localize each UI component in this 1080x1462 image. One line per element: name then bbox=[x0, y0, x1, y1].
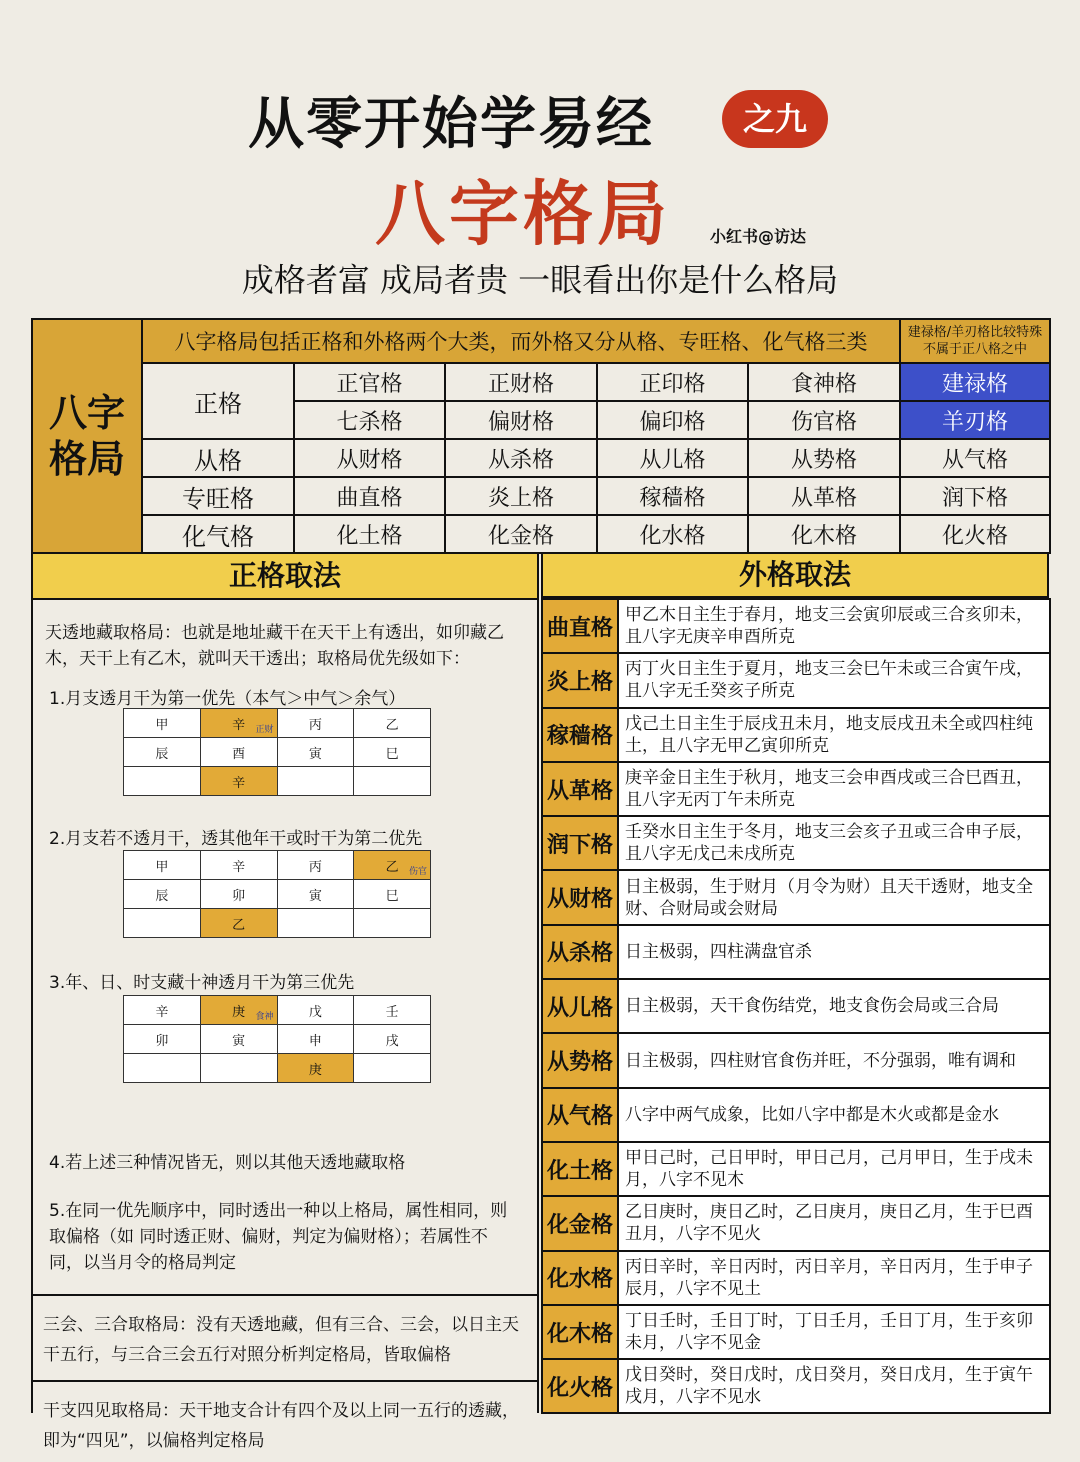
t2-hidden-stem: 乙 bbox=[200, 909, 277, 938]
outer-desc: 戊己土日主生于辰戌丑未月，地支辰戌丑未全或四柱纯土，且八字无甲乙寅卯所克 bbox=[618, 708, 1050, 762]
t2-cell: 辛 bbox=[200, 851, 277, 880]
cell-quzhi: 曲直格 bbox=[294, 477, 445, 515]
outer-row bbox=[542, 762, 1050, 816]
left-intro: 天透地藏取格局：也就是地址藏干在天干上有透出，如卯藏乙木，天干上有乙木，就叫天干透出；取格局优先级如下： bbox=[45, 623, 504, 669]
cell-conger: 从儿格 bbox=[597, 439, 748, 477]
t3-cell: 寅 bbox=[200, 1025, 277, 1054]
cell-jiase: 稼穑格 bbox=[597, 477, 748, 515]
outer-row bbox=[542, 1033, 1050, 1087]
left-box-3 bbox=[33, 1382, 537, 1462]
priority-5: 5.在同一优先顺序中，同时透出一种以上格局，属性相同，则取偏格（如 同时透正财、偏财，判定为偏财格）；若属性不同，以当月令的格局判定 bbox=[49, 1201, 508, 1273]
outer-pattern-table bbox=[541, 598, 1051, 1414]
cell-shishen: 食神格 bbox=[748, 363, 900, 401]
sanhe-text: 三会、三合取格局：没有天透地藏，但有三合、三会，以日主天干五行，与三合三会五行对照分析判定格局，皆取偏格 bbox=[43, 1315, 519, 1365]
priority-1: 1.月支透月干为第一优先（本气＞中气＞余气） bbox=[49, 689, 406, 709]
cell-huamu: 化木格 bbox=[748, 515, 900, 553]
cell-congshi: 从势格 bbox=[748, 439, 900, 477]
priority-4: 4.若上述三种情况皆无，则以其他天透地藏取格 bbox=[49, 1153, 406, 1173]
outer-name: 从杀格 bbox=[542, 925, 618, 979]
author-credit: 小红书@访达 bbox=[710, 227, 807, 246]
outer-row bbox=[542, 979, 1050, 1033]
outer-desc: 甲乙木日主生于春月，地支三会寅卯辰或三合亥卯未，且八字无庚辛申酉所克 bbox=[618, 599, 1050, 653]
outer-row bbox=[542, 1142, 1050, 1196]
zhuanwang-label: 专旺格 bbox=[142, 477, 294, 515]
outer-name: 化水格 bbox=[542, 1251, 618, 1305]
t2-cell: 辰 bbox=[124, 880, 201, 909]
outer-desc: 乙日庚时，庚日乙时，乙日庚月，庚日乙月，生于巳酉丑月，八字不见火 bbox=[618, 1196, 1050, 1250]
outer-row bbox=[542, 1251, 1050, 1305]
t3-cell: 申 bbox=[277, 1025, 354, 1054]
priority-3: 3.年、日、时支藏十神透月干为第三优先 bbox=[49, 973, 355, 993]
congge-label: 从格 bbox=[142, 439, 294, 477]
t3-cell bbox=[354, 1054, 431, 1083]
cell-runxia: 润下格 bbox=[900, 477, 1050, 515]
intro-text: 八字格局包括正格和外格两个大类，而外格又分从格、专旺格、化气格三类 bbox=[142, 319, 900, 363]
t1-cell: 寅 bbox=[277, 738, 354, 767]
episode-seal: 之九 bbox=[722, 90, 828, 148]
t2-cell bbox=[124, 909, 201, 938]
tagline: 成格者富 成局者贵 一眼看出你是什么格局 bbox=[241, 261, 839, 299]
outer-row bbox=[542, 816, 1050, 870]
t1-hidden-stem: 辛 bbox=[200, 767, 277, 796]
outer-desc: 戊日癸时，癸日戊时，戊日癸月，癸日戊月，生于寅午戌月，八字不见水 bbox=[618, 1359, 1050, 1413]
t1-cell: 乙 bbox=[354, 709, 431, 738]
t3-cell bbox=[124, 1054, 201, 1083]
zhengge-label: 正格 bbox=[142, 363, 294, 439]
outer-row bbox=[542, 599, 1050, 653]
outer-desc: 庚辛金日主生于秋月，地支三会申酉戌或三合巳酉丑，且八字无丙丁午未所克 bbox=[618, 762, 1050, 816]
t2-cell: 寅 bbox=[277, 880, 354, 909]
t1-tag: 正财 bbox=[255, 725, 274, 735]
cell-huajin: 化金格 bbox=[445, 515, 597, 553]
outer-desc: 甲日己时，己日甲时，甲日己月，己月甲日，生于戌未月，八字不见木 bbox=[618, 1142, 1050, 1196]
outer-name: 从财格 bbox=[542, 870, 618, 924]
outer-row bbox=[542, 870, 1050, 924]
cell-pianyin: 偏印格 bbox=[597, 401, 748, 439]
t3-cell: 卯 bbox=[124, 1025, 201, 1054]
outer-desc: 八字中两气成象，比如八字中都是木火或都是金水 bbox=[618, 1088, 1050, 1142]
special-note: 建禄格/羊刃格比较特殊 不属于正八格之中 bbox=[900, 319, 1050, 363]
outer-desc: 丙丁火日主生于夏月，地支三会巳午未或三合寅午戌，且八字无壬癸亥子所克 bbox=[618, 653, 1050, 707]
t2-cell bbox=[277, 909, 354, 938]
siji-text: 干支四见取格局：天干地支合计有四个及以上同一五行的透藏，即为“四见”，以偏格判定格局 bbox=[43, 1401, 519, 1451]
outer-name: 曲直格 bbox=[542, 599, 618, 653]
cell-yangren: 羊刃格 bbox=[900, 401, 1050, 439]
t3-hidden-stem: 庚 bbox=[277, 1054, 354, 1083]
t3-cell: 辛 bbox=[124, 996, 201, 1025]
t1-cell: 巳 bbox=[354, 738, 431, 767]
cell-zhengyin: 正印格 bbox=[597, 363, 748, 401]
outer-desc: 丙日辛时，辛日丙时，丙日辛月，辛日丙月，生于申子辰月，八字不见土 bbox=[618, 1251, 1050, 1305]
outer-desc: 丁日壬时，壬日丁时，丁日壬月，壬日丁月，生于亥卯未月，八字不见金 bbox=[618, 1305, 1050, 1359]
outer-name: 从气格 bbox=[542, 1088, 618, 1142]
outer-name: 润下格 bbox=[542, 816, 618, 870]
outer-desc: 日主极弱，四柱满盘官杀 bbox=[618, 925, 1050, 979]
t1-cell bbox=[354, 767, 431, 796]
t3-cell: 戌 bbox=[354, 1025, 431, 1054]
t2-tag: 伤官 bbox=[408, 867, 427, 877]
outer-name: 化金格 bbox=[542, 1196, 618, 1250]
t1-month-stem: 辛 正财 bbox=[200, 709, 277, 738]
outer-name: 化土格 bbox=[542, 1142, 618, 1196]
t3-month-stem: 庚 食神 bbox=[200, 996, 277, 1025]
outer-row bbox=[542, 653, 1050, 707]
outer-name: 炎上格 bbox=[542, 653, 618, 707]
t2-cell: 卯 bbox=[200, 880, 277, 909]
outer-name: 化火格 bbox=[542, 1359, 618, 1413]
example-table-2 bbox=[123, 850, 431, 938]
example-table-3 bbox=[123, 995, 431, 1083]
t3-cell bbox=[200, 1054, 277, 1083]
side-label: 八字 格局 bbox=[32, 319, 142, 553]
outer-name: 从儿格 bbox=[542, 979, 618, 1033]
t3-cell: 戊 bbox=[277, 996, 354, 1025]
example-table-1 bbox=[123, 708, 431, 796]
cell-shangguan: 伤官格 bbox=[748, 401, 900, 439]
outer-row bbox=[542, 1088, 1050, 1142]
t1-cell bbox=[124, 767, 201, 796]
outer-row bbox=[542, 1305, 1050, 1359]
left-box-1 bbox=[33, 600, 537, 1296]
cell-congcai: 从财格 bbox=[294, 439, 445, 477]
cell-zhengcai: 正财格 bbox=[445, 363, 597, 401]
huaqi-label: 化气格 bbox=[142, 515, 294, 553]
t2-cell: 丙 bbox=[277, 851, 354, 880]
t2-hour-stem: 乙 伤官 bbox=[354, 851, 431, 880]
t1-cell: 丙 bbox=[277, 709, 354, 738]
cell-yanshang: 炎上格 bbox=[445, 477, 597, 515]
outer-name: 化木格 bbox=[542, 1305, 618, 1359]
cell-piancai: 偏财格 bbox=[445, 401, 597, 439]
t1-cell: 辰 bbox=[124, 738, 201, 767]
priority-2: 2.月支若不透月干，透其他年干或时干为第二优先 bbox=[49, 829, 423, 849]
t1-cell bbox=[277, 767, 354, 796]
cell-zhengguan: 正官格 bbox=[294, 363, 445, 401]
t1-cell: 甲 bbox=[124, 709, 201, 738]
outer-name: 稼穑格 bbox=[542, 708, 618, 762]
outer-row bbox=[542, 1196, 1050, 1250]
cell-congsha: 从杀格 bbox=[445, 439, 597, 477]
classification-table bbox=[31, 318, 1051, 554]
outer-row bbox=[542, 1359, 1050, 1413]
outer-desc: 壬癸水日主生于冬月，地支三会亥子丑或三合申子辰，且八字无戊己未戌所克 bbox=[618, 816, 1050, 870]
outer-name: 从势格 bbox=[542, 1033, 618, 1087]
outer-name: 从革格 bbox=[542, 762, 618, 816]
outer-desc: 日主极弱，四柱财官食伤并旺，不分强弱，唯有调和 bbox=[618, 1033, 1050, 1087]
cell-qisha: 七杀格 bbox=[294, 401, 445, 439]
left-panel bbox=[31, 552, 539, 1451]
page-subtitle: 八字格局 bbox=[375, 172, 671, 255]
cell-conge: 从革格 bbox=[748, 477, 900, 515]
outer-desc: 日主极弱，生于财月（月令为财）且天干透财，地支全财、合财局或会财局 bbox=[618, 870, 1050, 924]
outer-row bbox=[542, 708, 1050, 762]
cell-huashui: 化水格 bbox=[597, 515, 748, 553]
t3-tag: 食神 bbox=[255, 1012, 274, 1022]
cell-huahuo: 化火格 bbox=[900, 515, 1050, 553]
page-title: 从零开始学易经 bbox=[248, 91, 654, 157]
t1-cell: 酉 bbox=[200, 738, 277, 767]
cell-congqi: 从气格 bbox=[900, 439, 1050, 477]
outer-desc: 日主极弱，天干食伤结党，地支食伤会局或三合局 bbox=[618, 979, 1050, 1033]
cell-jianlu: 建禄格 bbox=[900, 363, 1050, 401]
left-header: 正格取法 bbox=[33, 554, 537, 600]
t2-cell bbox=[354, 909, 431, 938]
t3-cell: 壬 bbox=[354, 996, 431, 1025]
right-header: 外格取法 bbox=[541, 552, 1049, 598]
left-box-2 bbox=[33, 1296, 537, 1382]
outer-row bbox=[542, 925, 1050, 979]
t2-cell: 巳 bbox=[354, 880, 431, 909]
t2-cell: 甲 bbox=[124, 851, 201, 880]
cell-huatu: 化土格 bbox=[294, 515, 445, 553]
